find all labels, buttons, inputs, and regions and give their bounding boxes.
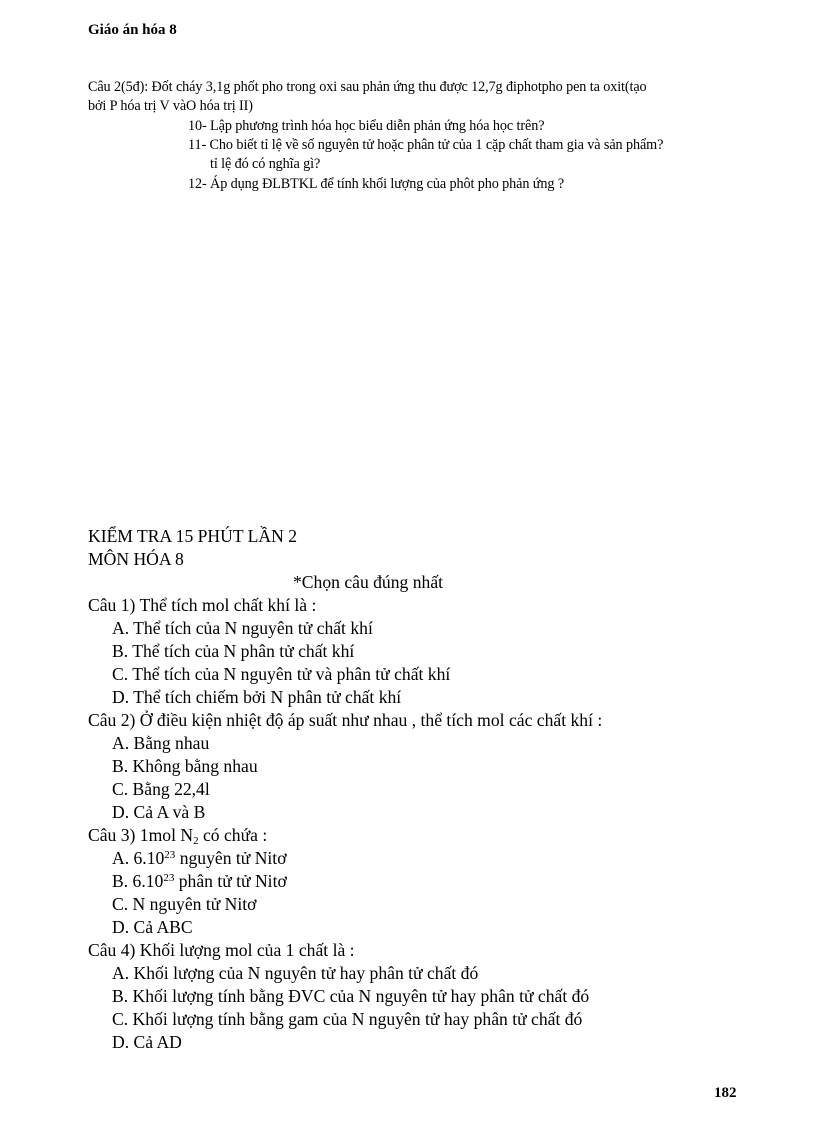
exercise-item-12: 12- Áp dụng ĐLBTKL để tính khối lượng của phôt pho phản ứng ?	[188, 176, 565, 192]
question-4: Câu 4) Khối lượng mol của 1 chất là :	[88, 940, 355, 960]
exercise-item-11-cont: tỉ lệ đó có nghĩa gì?	[210, 156, 321, 172]
question-4-option-b: B. Khối lượng tính bằng ĐVC của N nguyên tử hay phân tử chất đó	[112, 986, 590, 1006]
question-4-option-a: A. Khối lượng của N nguyên tử hay phân tử chất đó	[112, 963, 479, 983]
question-2-option-c: C. Bằng 22,4l	[112, 779, 210, 799]
quiz-instruction: *Chọn câu đúng nhất	[293, 572, 444, 592]
question-3-prefix: Câu 3) 1mol N	[88, 825, 194, 845]
question-3	[88, 825, 267, 846]
question-3-option-d: D. Cả ABC	[112, 917, 193, 937]
question-2: Câu 2) Ở điều kiện nhiệt độ áp suất như nhau , thể tích mol các chất khí :	[88, 710, 603, 730]
question-4-option-d: D. Cả AD	[112, 1032, 182, 1052]
question-3-subscript: 2	[193, 835, 199, 847]
question-4-option-c: C. Khối lượng tính bằng gam của N nguyên tử hay phân tử chất đó	[112, 1009, 583, 1029]
option-b-exponent: 23	[163, 872, 175, 884]
exercise-item-11: 11- Cho biết tỉ lệ về số nguyên tử hoặc phân tử của 1 cặp chất tham gia và sản phẩm?	[188, 137, 664, 153]
quiz-title: KIỂM TRA 15 PHÚT LẦN 2	[88, 526, 298, 546]
option-b-prefix: B. 6.10	[112, 871, 164, 891]
option-a-exponent: 23	[164, 849, 176, 861]
question-2-option-b: B. Không bằng nhau	[112, 756, 258, 776]
question-2-option-a: A. Bằng nhau	[112, 733, 210, 753]
page-number: 182	[714, 1085, 737, 1101]
question-2-option-d: D. Cả A và B	[112, 802, 206, 822]
question-3-option-a	[112, 848, 287, 869]
question-1-option-c: C. Thể tích của N nguyên tử và phân tử chất khí	[112, 664, 451, 684]
question-1-option-b: B. Thể tích của N phân tử chất khí	[112, 641, 355, 661]
exercise-line-1: Câu 2(5đ): Đốt cháy 3,1g phốt pho trong oxi sau phản ứng thu được 12,7g điphotpho pen ta oxit(tạo	[88, 79, 647, 95]
question-3-suffix: có chứa :	[198, 825, 268, 845]
question-1: Câu 1) Thể tích mol chất khí là :	[88, 595, 317, 615]
option-a-suffix: nguyên tử Nitơ	[175, 848, 287, 868]
quiz-subject: MÔN HÓA 8	[88, 549, 184, 569]
option-b-suffix: phân tử tử Nitơ	[174, 871, 287, 891]
question-3-option-c: C. N nguyên tử Nitơ	[112, 894, 257, 914]
exercise-line-2: bởi P hóa trị V vàO hóa trị II)	[88, 98, 253, 114]
page-header: Giáo án hóa 8	[88, 22, 177, 38]
question-1-option-d: D. Thể tích chiếm bởi N phân tử chất khí	[112, 687, 402, 707]
question-3-option-b	[112, 871, 287, 892]
question-1-option-a: A. Thể tích của N nguyên tử chất khí	[112, 618, 373, 638]
option-a-prefix: A. 6.10	[112, 848, 165, 868]
exercise-item-10: 10- Lập phương trình hóa học biểu diễn phản ứng hóa học trên?	[188, 118, 545, 134]
